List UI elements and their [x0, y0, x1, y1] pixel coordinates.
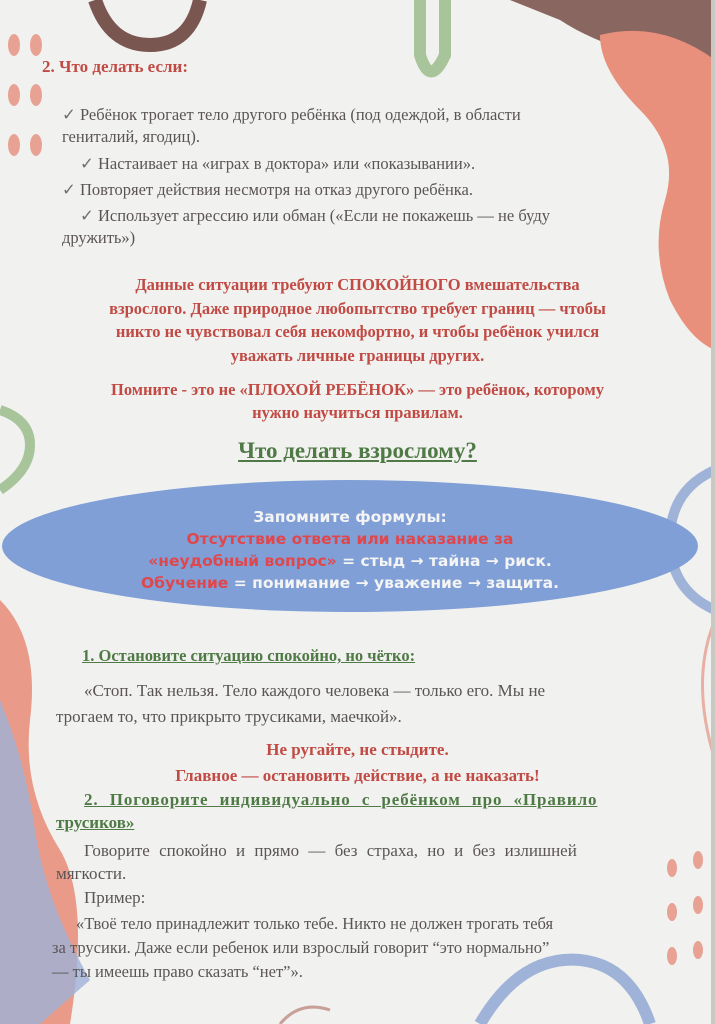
- example-line: — ты имеешь право сказать “нет”».: [52, 962, 303, 981]
- brown-arc-shape: [95, 0, 200, 45]
- salmon-dot: [8, 34, 20, 56]
- salmon-dot: [667, 903, 677, 921]
- formula-box: [40, 506, 660, 594]
- step1-quote-line: трогаем то, что прикрыто трусиками, маечкой».: [56, 707, 402, 726]
- checkmark-icon: ✓: [62, 105, 76, 124]
- step1-title: 1. Остановите ситуацию спокойно, но чётко:: [82, 646, 416, 665]
- salmon-dot: [30, 134, 42, 156]
- list-item-continuation: гениталий, ягодиц).: [62, 127, 200, 146]
- step1-warning: Не ругайте, не стыдите. Главное — остановить действие, а не наказать!: [175, 740, 540, 785]
- step2-paragraph-line: мягкости.: [56, 864, 127, 883]
- salmon-dot: [30, 34, 42, 56]
- list-item: ✓ Настаивает на «играх в доктора» или «показывании».: [80, 154, 476, 173]
- step2-paragraph-line: Говорите спокойно и прямо — без страха, но и без излишней: [84, 841, 577, 860]
- formula-title: Запомните формулы:: [253, 508, 447, 526]
- salmon-dot: [693, 851, 703, 869]
- salmon-dot: [667, 947, 677, 965]
- checkmark-icon: ✓: [80, 206, 94, 225]
- checkmark-icon: ✓: [80, 154, 94, 173]
- salmon-dot: [693, 896, 703, 914]
- formula-line: «неудобный вопрос» = стыд → тайна → риск.: [148, 552, 552, 570]
- salmon-dot: [8, 134, 20, 156]
- salmon-dot: [30, 84, 42, 106]
- step2-title: 2. Поговорите индивидуально с ребёнком про «Правило: [84, 790, 598, 809]
- list-item: ✓ Повторяет действия несмотря на отказ другого ребёнка.: [62, 180, 474, 199]
- thin-bottom-line: [280, 1007, 330, 1024]
- sage-arc-shape: [420, 0, 445, 72]
- salmon-dot: [667, 859, 677, 877]
- salmon-dot: [8, 84, 20, 106]
- notice-paragraph: Данные ситуации требуют СПОКОЙНОГО вмешательства взрослого. Даже природное любопытство требует границ — чтобы никто не чувствовал себя некомфортно, и чтобы ребёнок учился уважать личные границы других.: [109, 275, 606, 365]
- page-edge: [711, 0, 715, 1024]
- page-title: Что делать взрослому?: [238, 438, 477, 463]
- list-item: ✓ Использует агрессию или обман («Если не покажешь — не буду: [80, 206, 550, 225]
- section-heading: 2. Что делать если:: [42, 57, 188, 76]
- example-line: «Твоё тело принадлежит только тебе. Никто не должен трогать тебя: [76, 914, 554, 933]
- example-line: за трусики. Даже если ребенок или взрослый говорит “это нормально”: [52, 938, 550, 957]
- formula-line: Отсутствие ответа или наказание за: [186, 530, 514, 548]
- list-item: ✓ Ребёнок трогает тело другого ребёнка (под одеждой, в области: [62, 105, 521, 124]
- step1-quote-line: «Стоп. Так нельзя. Тело каждого человека — только его. Мы не: [84, 681, 546, 700]
- step2-title-continuation: трусиков»: [56, 813, 135, 832]
- list-item-continuation: дружить»): [62, 228, 136, 247]
- salmon-dot: [693, 941, 703, 959]
- checkmark-icon: ✓: [62, 180, 76, 199]
- remember-paragraph: Помните - это не «ПЛОХОЙ РЕБЁНОК» — это ребёнок, которому нужно научиться правилам.: [110, 380, 604, 422]
- blue-bottom-arc: [480, 960, 650, 1024]
- example-label: Пример:: [84, 888, 146, 907]
- formula-line: Обучение = понимание → уважение → защита.: [140, 574, 559, 592]
